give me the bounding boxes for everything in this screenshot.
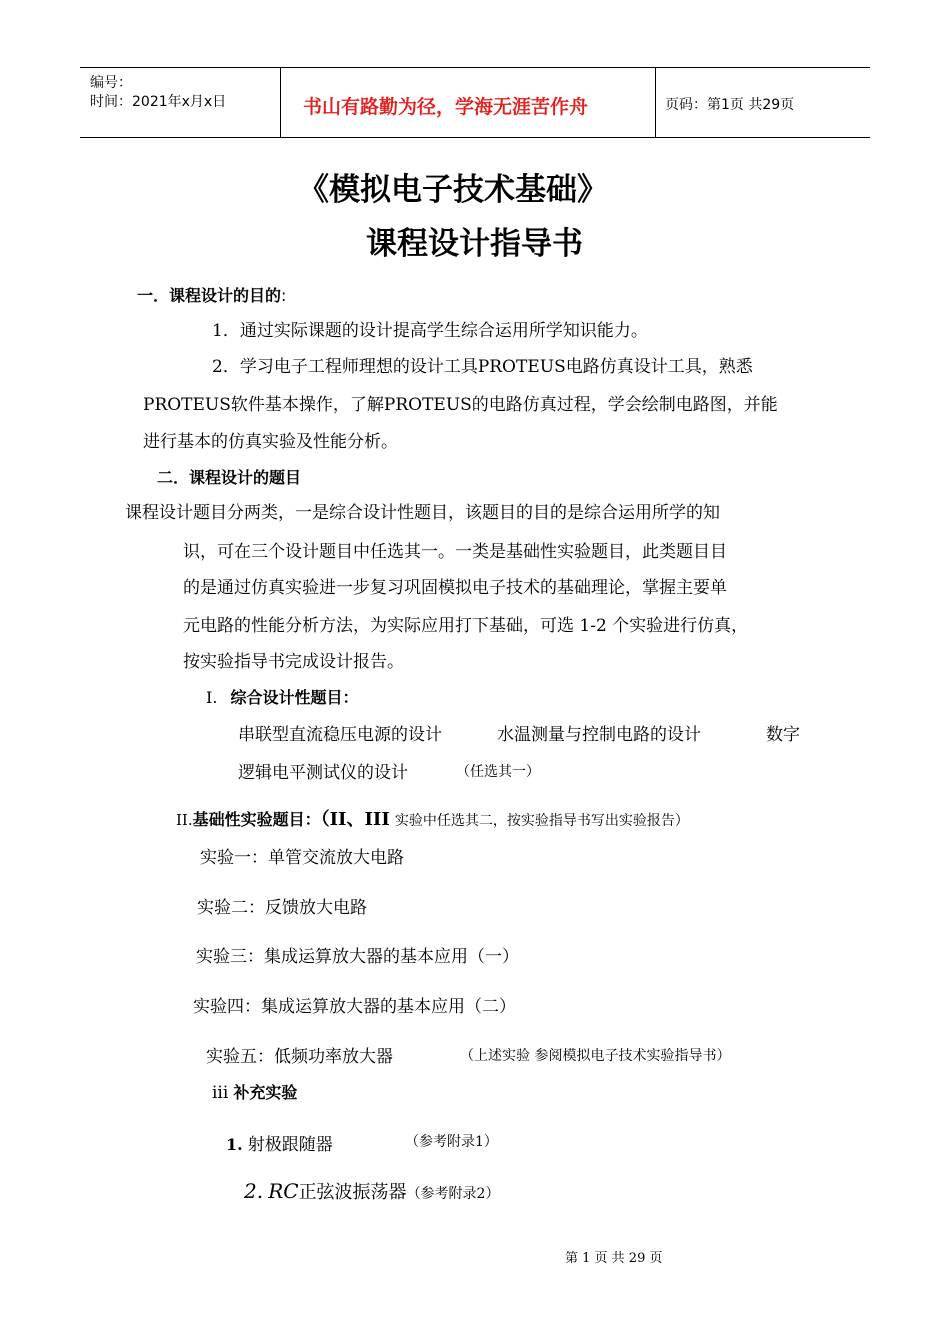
part1-topic3-start: 数字 [766, 725, 800, 745]
part2-label: II. [176, 811, 193, 829]
part2-heading-text: 基础性实验题目： [192, 810, 321, 829]
part3-heading-text: 补充实验 [233, 1083, 298, 1102]
section2-para-line3: 的是通过仿真实验进一步复习巩固模拟电子技术的基础理论，掌握主要单 [183, 578, 727, 598]
supplement-1-text: 射极跟随器 [247, 1135, 333, 1155]
experiment-3: 实验三：集成运算放大器的基本应用（一） [196, 947, 519, 967]
motto: 书山有路勤为径，学海无涯苦作舟 [303, 96, 589, 118]
supplement-2 [244, 1178, 499, 1204]
part1-heading [206, 685, 359, 708]
section2-para-line4: 元电路的性能分析方法，为实际应用打下基础，可选 1-2 个实验进行仿真， [183, 616, 749, 636]
part3-heading [212, 1080, 297, 1103]
header-table [80, 67, 870, 138]
header-motto-cell [280, 68, 656, 137]
supplement-2-rc: RC [268, 1179, 299, 1203]
title-line2: 课程设计指导书 [366, 226, 583, 262]
number-label: 编号： [90, 75, 132, 91]
experiment-5: 实验五：低频功率放大器 [206, 1047, 393, 1067]
part1-heading-text: 综合设计性题目： [230, 688, 359, 707]
footer-page-number: 第 1 页 共 29 页 [565, 1251, 663, 1266]
supplement-2-note: （参考附录2） [406, 1186, 500, 1202]
supplement-2-num: 2. [244, 1179, 264, 1203]
part1-choose-note: （任选其一） [456, 764, 540, 780]
experiment-4: 实验四：集成运算放大器的基本应用（二） [193, 997, 516, 1017]
section2-para-line2: 识，可在三个设计题目中任选其一。一类是基础性实验题目，此类题目目 [183, 542, 727, 562]
part2-paren: （II、III [320, 809, 390, 830]
section2-para-line5: 按实验指导书完成设计报告。 [183, 652, 404, 672]
section1-heading [137, 283, 286, 306]
section1-heading-colon: : [281, 286, 287, 305]
part1-topic3-end: 逻辑电平测试仪的设计 [238, 763, 408, 783]
supplement-1-num: 1. [226, 1135, 243, 1154]
part3-label: iii [212, 1083, 229, 1103]
header-meta [80, 68, 280, 137]
part2-heading [176, 805, 689, 831]
page-info: 页码：第1页 共29页 [665, 97, 795, 113]
section2-para-line1: 课程设计题目分两类，一是综合设计性题目，该题目的目的是综合运用所学的知 [125, 503, 720, 523]
part1-topic2: 水温测量与控制电路的设计 [497, 725, 701, 745]
section1-heading-text: 一．课程设计的目的 [137, 286, 282, 305]
time-label: 时间：2021年x月x日 [90, 94, 227, 110]
section1-item2-line1: 2．学习电子工程师理想的设计工具PROTEUS电路仿真设计工具，熟悉 [212, 357, 753, 377]
supplement-1 [226, 1130, 333, 1155]
experiment-1: 实验一：单管交流放大电路 [200, 848, 404, 868]
header-page-cell [655, 68, 870, 137]
part1-topic1: 串联型直流稳压电源的设计 [238, 725, 442, 745]
supplement-1-note: （参考附录1） [405, 1134, 498, 1150]
supplement-2-text: 正弦波振荡器 [298, 1182, 407, 1203]
section1-item2-line2: PROTEUS软件基本操作，了解PROTEUS的电路仿真过程，学会绘制电路图，并能 [143, 395, 778, 415]
experiment-2: 实验二：反馈放大电路 [197, 898, 367, 918]
part2-note: 实验中任选其二，按实验指导书写出实验报告） [394, 813, 689, 829]
experiment-5-note: （上述实验 参阅模拟电子技术实验指导书） [460, 1048, 731, 1064]
part1-label: I. [206, 688, 218, 707]
section2-heading: 二．课程设计的题目 [157, 468, 302, 487]
section1-item1: 1．通过实际课题的设计提高学生综合运用所学知识能力。 [212, 321, 648, 341]
title-line1: 《模拟电子技术基础》 [298, 172, 608, 208]
section1-item2-line3: 进行基本的仿真实验及性能分析。 [143, 432, 398, 452]
